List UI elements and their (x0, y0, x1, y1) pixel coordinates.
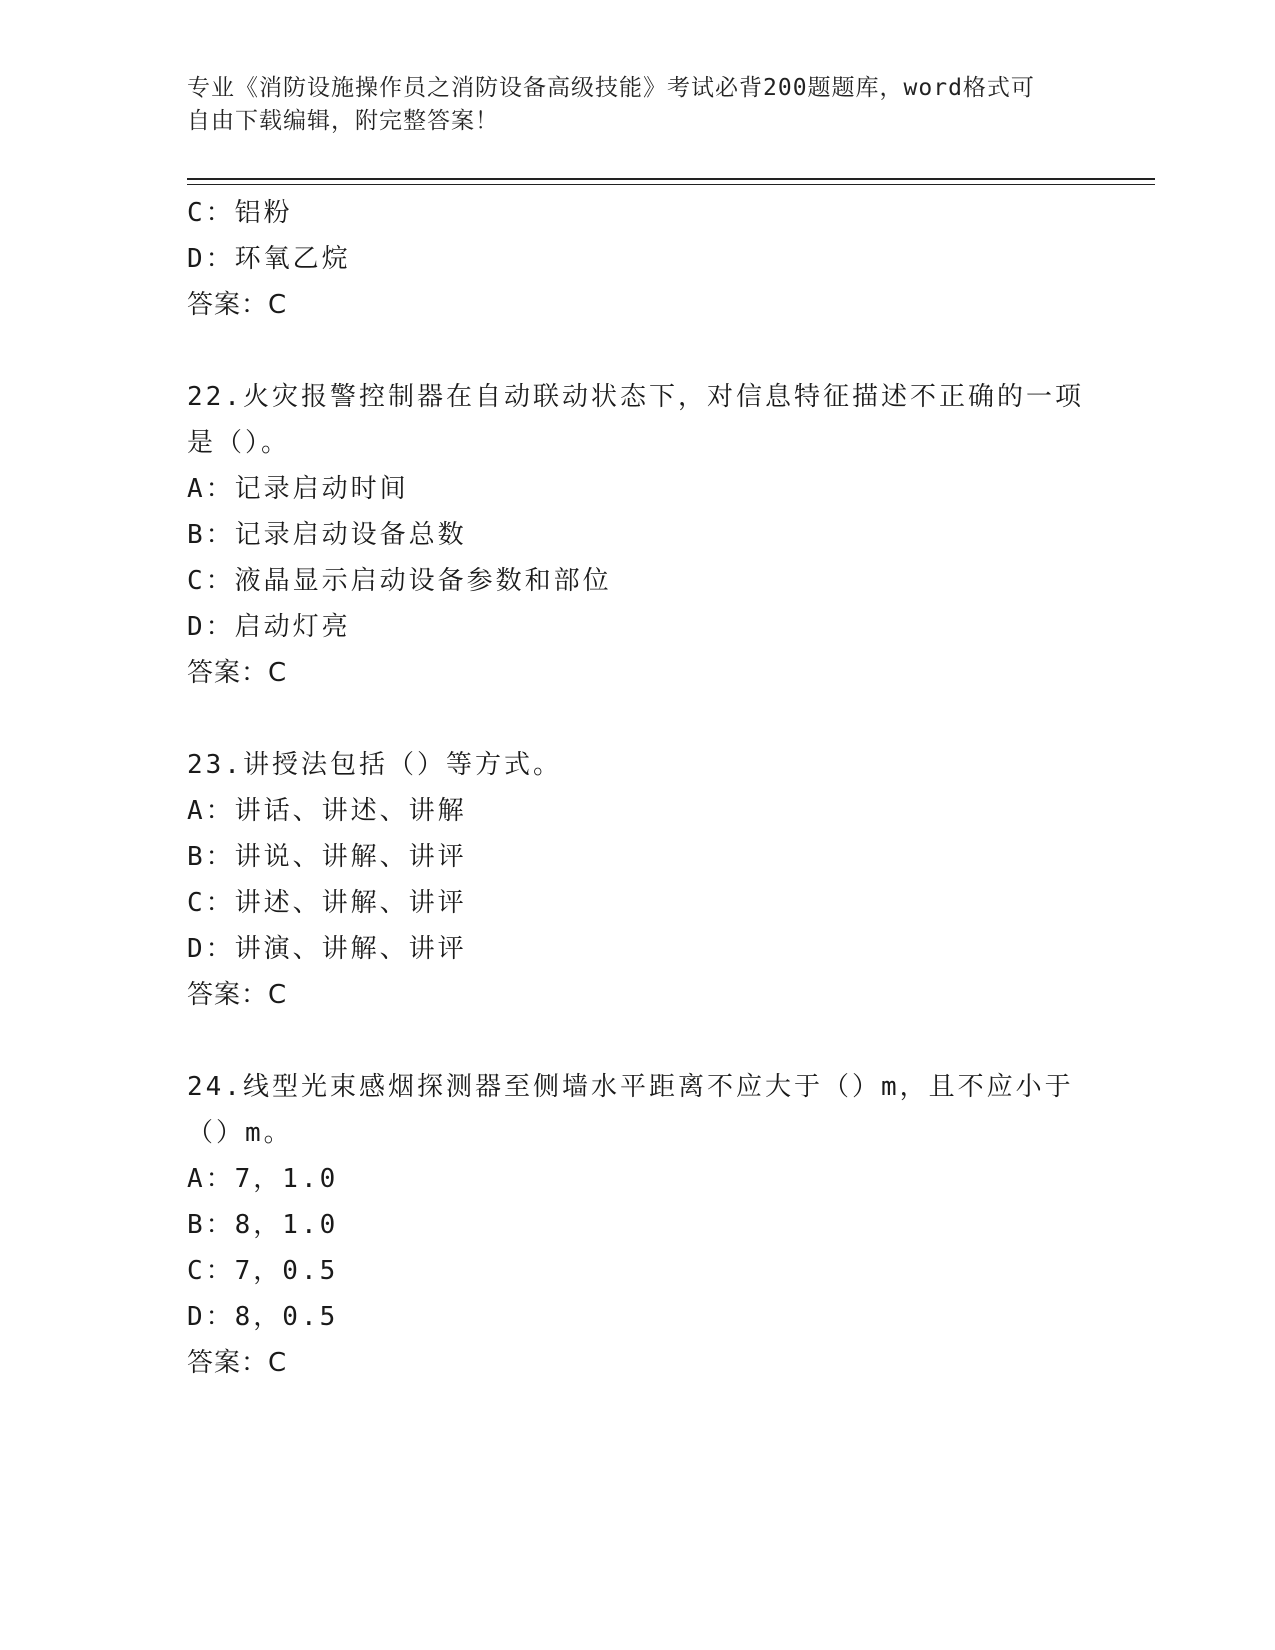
option-label: C： (187, 198, 235, 228)
option-c (187, 190, 1107, 236)
option-text: 8，1.0 (234, 1210, 339, 1240)
option-c (187, 880, 1107, 926)
question-text (187, 1064, 1107, 1156)
option-text: 记录启动设备总数 (234, 520, 467, 550)
option-text: 讲话、讲述、讲解 (234, 796, 467, 826)
question-text (187, 374, 1107, 466)
document-body (187, 190, 1107, 1386)
option-text: 7，1.0 (234, 1164, 339, 1194)
option-text: 讲说、讲解、讲评 (234, 842, 467, 872)
option-label: D： (187, 934, 235, 964)
answer-line: 答案：C (187, 658, 288, 688)
option-a (187, 1156, 1107, 1202)
answer-line: 答案：C (187, 290, 288, 320)
question-21-continued (187, 190, 1107, 328)
header-line-2: 自由下载编辑，附完整答案！ (187, 108, 499, 134)
option-d (187, 1294, 1107, 1340)
option-d (187, 604, 1107, 650)
option-text: 液晶显示启动设备参数和部位 (234, 566, 612, 596)
spacer (187, 696, 1107, 742)
option-d (187, 236, 1107, 282)
option-c (187, 558, 1107, 604)
question-text-line-2: （）m。 (187, 1118, 293, 1148)
option-c (187, 1248, 1107, 1294)
option-d (187, 926, 1107, 972)
option-b (187, 834, 1107, 880)
option-label: B： (187, 520, 235, 550)
spacer (187, 328, 1107, 374)
option-text: 铝粉 (234, 198, 293, 228)
option-label: C： (187, 566, 235, 596)
answer-line: 答案：C (187, 980, 288, 1010)
option-text: 环氧乙烷 (234, 244, 351, 274)
option-a (187, 788, 1107, 834)
spacer (187, 1018, 1107, 1064)
question-text-line-1: 24.线型光束感烟探测器至侧墙水平距离不应大于（）m，且不应小于 (187, 1072, 1074, 1102)
option-label: D： (187, 1302, 235, 1332)
option-a (187, 466, 1107, 512)
option-text: 7，0.5 (234, 1256, 339, 1286)
option-text: 8，0.5 (234, 1302, 339, 1332)
option-label: A： (187, 1164, 235, 1194)
option-label: A： (187, 796, 235, 826)
question-text-line-1: 22.火灾报警控制器在自动联动状态下，对信息特征描述不正确的一项 (187, 382, 1084, 412)
header-divider-thin (187, 184, 1155, 185)
option-label: C： (187, 888, 235, 918)
option-label: A： (187, 474, 235, 504)
option-label: C： (187, 1256, 235, 1286)
header-divider-thick (187, 178, 1155, 180)
option-text: 讲演、讲解、讲评 (234, 934, 467, 964)
question-23 (187, 742, 1107, 1018)
question-24 (187, 1064, 1107, 1386)
document-header (187, 72, 1077, 138)
option-text: 讲述、讲解、讲评 (234, 888, 467, 918)
option-label: B： (187, 1210, 235, 1240)
question-22 (187, 374, 1107, 696)
header-line-1: 专业《消防设施操作员之消防设备高级技能》考试必背200题题库，word格式可 (187, 75, 1035, 101)
option-label: B： (187, 842, 235, 872)
option-label: D： (187, 244, 235, 274)
option-b (187, 512, 1107, 558)
answer-line: 答案：C (187, 1348, 288, 1378)
option-b (187, 1202, 1107, 1248)
question-text (187, 742, 1107, 788)
option-label: D： (187, 612, 235, 642)
question-text-line-1: 23.讲授法包括（）等方式。 (187, 750, 562, 780)
option-text: 记录启动时间 (234, 474, 409, 504)
question-text-line-2: 是（）。 (187, 428, 291, 458)
option-text: 启动灯亮 (234, 612, 351, 642)
